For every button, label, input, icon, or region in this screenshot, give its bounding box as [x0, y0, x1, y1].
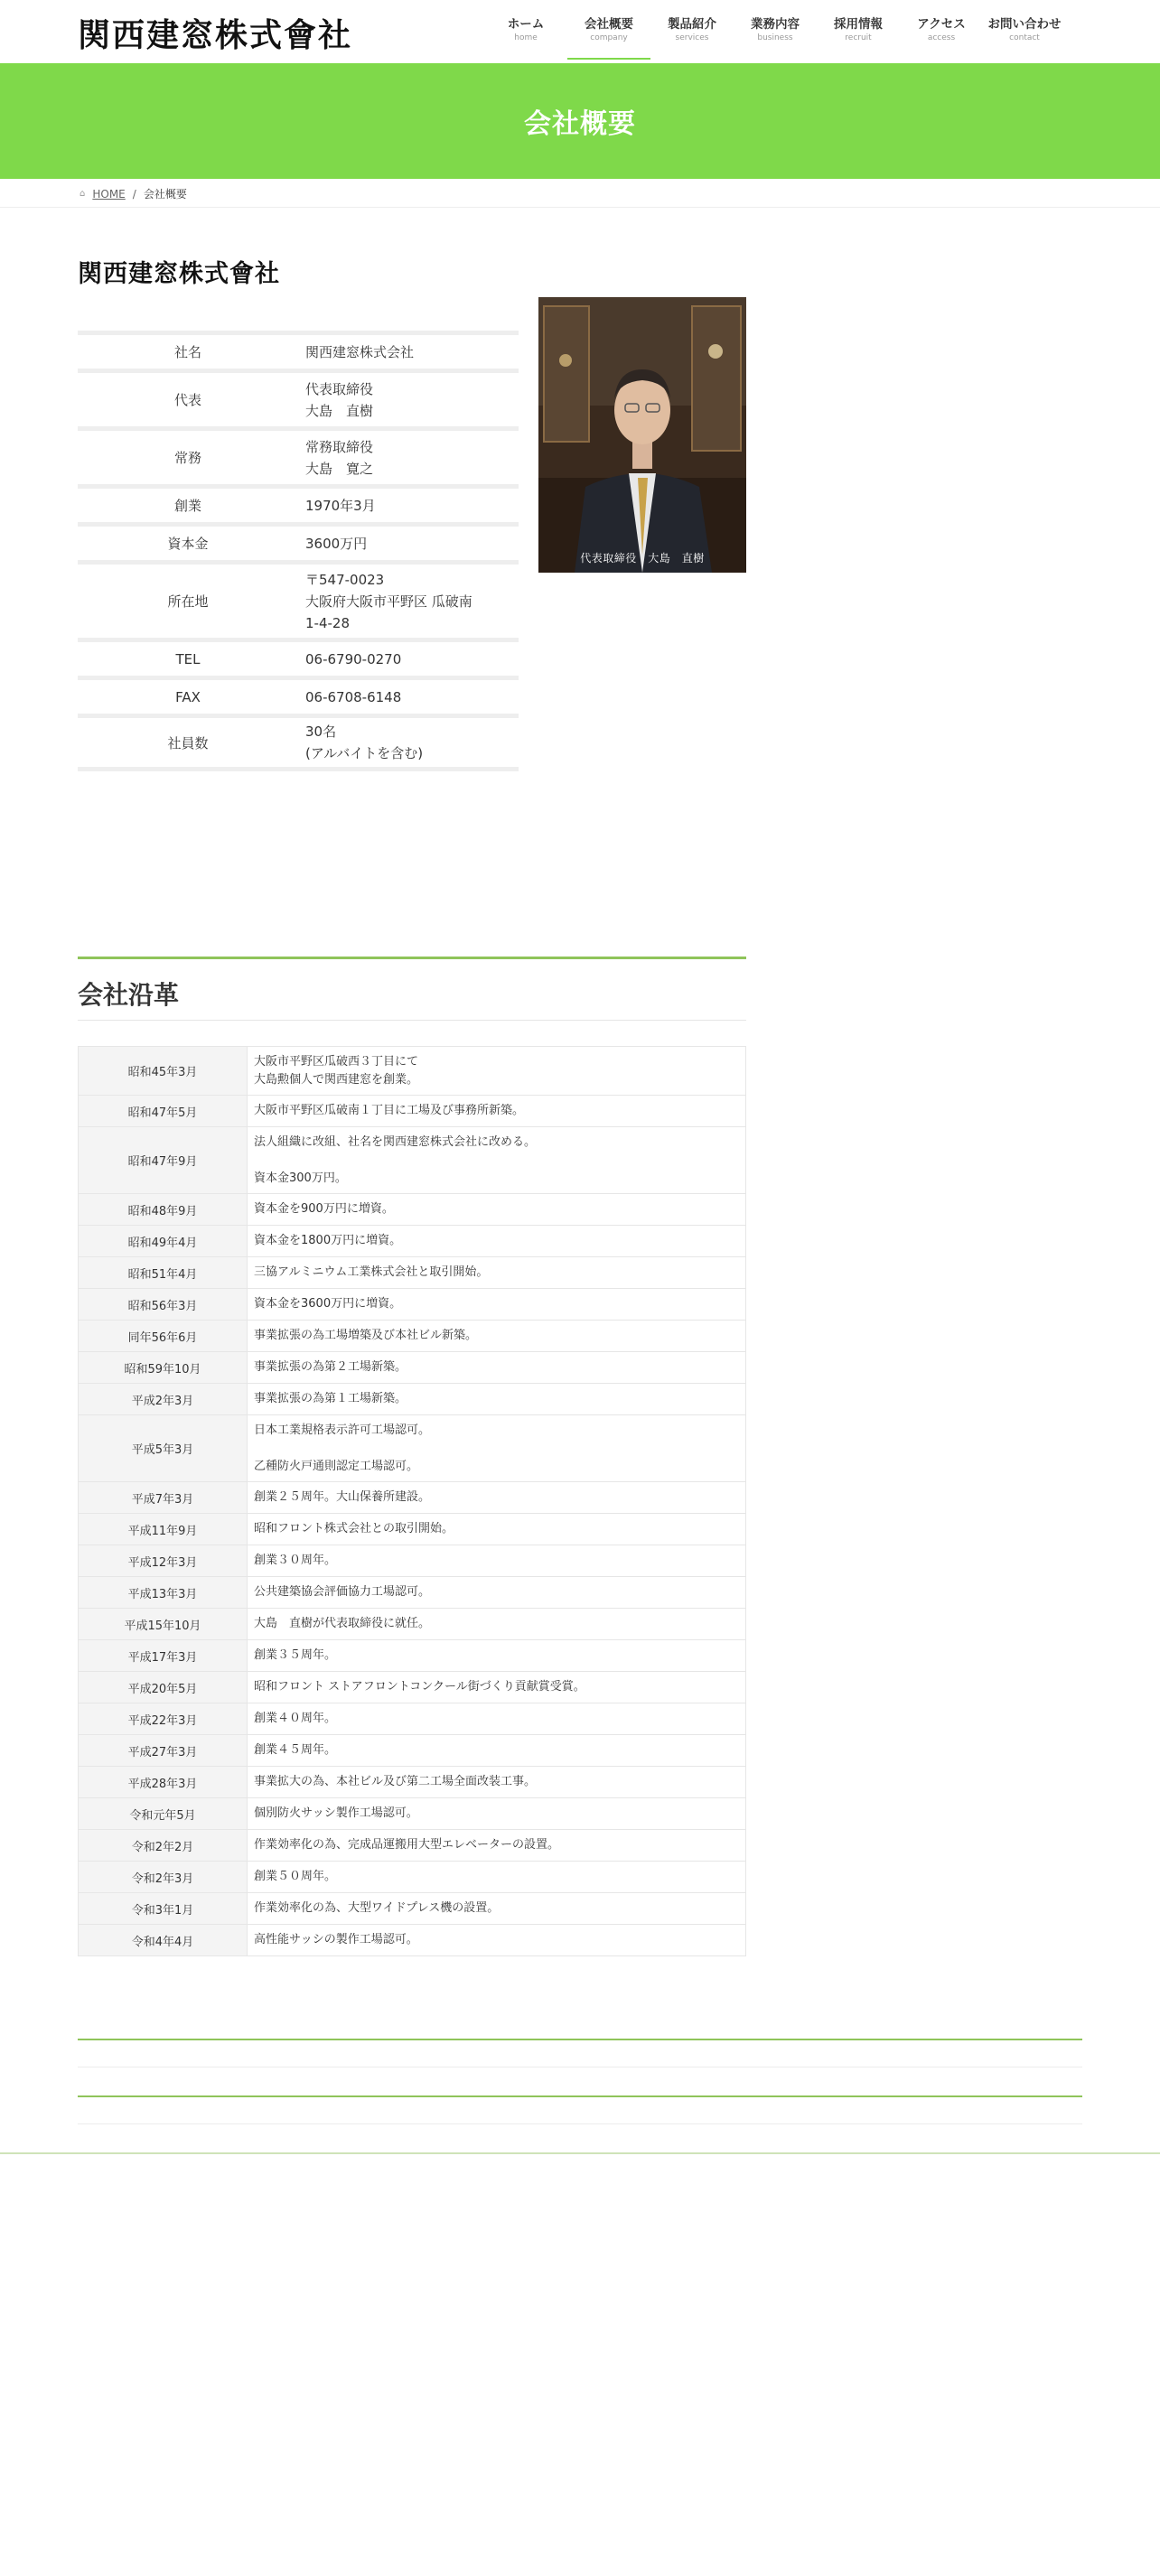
history-row [79, 1127, 746, 1194]
nav-label: アクセス [917, 16, 966, 32]
history-event-line: 三協アルミニウム工業株式会社と取引開始。 [254, 1265, 489, 1279]
history-date: 平成7年3月 [79, 1482, 248, 1514]
history-event-line: 公共建築協会評価協力工場認可。 [254, 1585, 431, 1599]
history-row [79, 1545, 746, 1577]
nav-item-business[interactable] [734, 0, 817, 60]
history-event-line: 大島勲個人で関西建窓を創業。 [254, 1072, 419, 1087]
info-value [298, 436, 519, 480]
nav-item-home[interactable] [484, 0, 567, 60]
history-date: 同年56年6月 [79, 1321, 248, 1352]
history-event-line: 昭和フロント ストアフロントコンクール街づくり貢献賞受賞。 [254, 1680, 585, 1694]
history-event [248, 1672, 746, 1703]
nav-item-company[interactable] [567, 0, 650, 60]
info-value [298, 533, 519, 555]
history-event [248, 1127, 746, 1194]
history-event-line: 創業４５周年。 [254, 1743, 337, 1757]
home-icon: ⌂ [80, 189, 86, 199]
footer-rule [78, 2039, 1082, 2040]
history-row [79, 1798, 746, 1830]
history-date: 昭和47年9月 [79, 1127, 248, 1194]
info-value-line: 〒547-0023 [305, 571, 385, 588]
history-date: 平成13年3月 [79, 1577, 248, 1609]
history-row [79, 1514, 746, 1545]
history-date: 令和元年5月 [79, 1798, 248, 1830]
info-row [78, 484, 519, 522]
history-row [79, 1640, 746, 1672]
history-date: 昭和59年10月 [79, 1352, 248, 1384]
history-event-line: 創業３０周年。 [254, 1554, 337, 1567]
history-event-line: 大阪市平野区瓜破南１丁目に工場及び事務所新築。 [254, 1104, 525, 1117]
president-photo [538, 297, 746, 573]
history-event-line: 資本金300万円。 [254, 1171, 347, 1185]
history-date: 平成11年9月 [79, 1514, 248, 1545]
history-event [248, 1735, 746, 1767]
history-event-line: 資本金を3600万円に増資。 [254, 1297, 402, 1311]
info-row [78, 560, 519, 638]
history-row [79, 1096, 746, 1127]
info-value-line: 3600万円 [305, 535, 368, 552]
nav-sublabel: home [514, 33, 538, 42]
history-event [248, 1798, 746, 1830]
history-row [79, 1194, 746, 1226]
info-label: FAX [175, 688, 201, 705]
nav-label: 業務内容 [751, 16, 800, 32]
nav-sublabel: access [927, 33, 956, 42]
info-value-line: 30名 [305, 723, 337, 740]
history-row [79, 1609, 746, 1640]
company-logo [78, 256, 351, 286]
nav-sublabel: recruit [845, 33, 872, 42]
info-value-line: 大島 直樹 [305, 402, 374, 419]
history-event [248, 1289, 746, 1321]
global-nav [484, 0, 1066, 63]
history-row [79, 1289, 746, 1321]
history-row [79, 1862, 746, 1893]
history-event-line: 事業拡張の為第１工場新築。 [254, 1392, 407, 1405]
nav-label: ホーム [507, 16, 545, 32]
site-logo-text: 関西建窓株式會社 [78, 15, 353, 54]
history-event-line: 高性能サッシの製作工場認可。 [254, 1933, 418, 1946]
info-label: 創業 [173, 498, 201, 514]
info-value-line: (アルバイトを含む) [305, 745, 424, 761]
nav-label: お問い合わせ [987, 16, 1062, 32]
info-value-line: 大島 寛之 [305, 460, 374, 477]
history-event-line: 個別防火サッシ製作工場認可。 [254, 1806, 418, 1820]
info-value-line: 常務取締役 [305, 438, 374, 455]
info-value [298, 721, 519, 764]
history-event-line: 創業２５周年。大山保養所建設。 [254, 1490, 431, 1504]
history-row [79, 1257, 746, 1289]
history-event-line: 資本金を900万円に増資。 [254, 1202, 394, 1216]
history-event [248, 1830, 746, 1862]
history-date: 平成22年3月 [79, 1703, 248, 1735]
history-event-line: 昭和フロント株式会社との取引開始。 [254, 1522, 454, 1535]
history-row [79, 1321, 746, 1352]
history-event [248, 1352, 746, 1384]
history-event [248, 1257, 746, 1289]
history-row [79, 1893, 746, 1925]
history-event [248, 1609, 746, 1640]
history-event-line: 日本工業規格表示許可工場認可。 [254, 1423, 431, 1437]
history-event [248, 1862, 746, 1893]
info-label: 代表 [173, 392, 201, 408]
info-label: TEL [175, 650, 201, 667]
history-event-line [254, 1440, 745, 1458]
site-logo[interactable] [78, 13, 444, 52]
nav-item-contact[interactable] [983, 0, 1066, 60]
history-event [248, 1321, 746, 1352]
info-value-line: 1970年3月 [305, 497, 376, 514]
history-date: 平成12年3月 [79, 1545, 248, 1577]
history-table [78, 1046, 746, 1956]
info-row [78, 714, 519, 771]
site-header [0, 0, 1160, 63]
history-date: 令和3年1月 [79, 1893, 248, 1925]
nav-item-recruit[interactable] [817, 0, 900, 60]
history-date: 平成5年3月 [79, 1415, 248, 1482]
history-row [79, 1767, 746, 1798]
company-logo-text: 関西建窓株式會社 [78, 259, 280, 288]
history-row [79, 1735, 746, 1767]
history-event-line: 創業３５周年。 [254, 1648, 337, 1662]
info-label: 資本金 [167, 536, 209, 552]
info-value [298, 341, 519, 363]
history-event [248, 1545, 746, 1577]
breadcrumb-separator: / [132, 187, 136, 201]
info-value-line: 1-4-28 [305, 614, 350, 631]
info-value [298, 686, 519, 708]
page-bottom-rule [0, 2152, 1160, 2154]
history-event [248, 1577, 746, 1609]
page-title: 会社概要 [524, 108, 636, 140]
history-date: 平成27年3月 [79, 1735, 248, 1767]
info-row [78, 522, 519, 560]
history-event-line: 乙種防火戸通則認定工場認可。 [254, 1459, 419, 1473]
history-date: 令和4年4月 [79, 1925, 248, 1956]
company-info-table [78, 331, 519, 771]
info-row [78, 676, 519, 714]
history-event [248, 1925, 746, 1956]
history-date: 昭和47年5月 [79, 1096, 248, 1127]
nav-sublabel: company [590, 33, 628, 42]
history-row [79, 1352, 746, 1384]
info-value-line: 06-6790-0270 [305, 650, 402, 667]
nav-sublabel: business [757, 33, 793, 42]
info-value [298, 569, 519, 634]
history-event [248, 1047, 746, 1096]
president-photo-caption: 代表取締役 大島 直樹 [580, 552, 705, 565]
history-event-line: 事業拡大の為、本社ビル及び第二工場全面改装工事。 [254, 1775, 537, 1788]
history-event-line: 創業４０周年。 [254, 1712, 337, 1725]
history-row [79, 1703, 746, 1735]
history-event [248, 1482, 746, 1514]
history-date: 昭和56年3月 [79, 1289, 248, 1321]
history-event-line: 作業効率化の為、大型ワイドプレス機の設置。 [254, 1901, 500, 1915]
info-value-line: 関西建窓株式会社 [305, 343, 415, 360]
history-date: 平成20年5月 [79, 1672, 248, 1703]
info-value-line: 大阪府大阪市平野区 瓜破南 [305, 593, 472, 610]
history-date: 昭和48年9月 [79, 1194, 248, 1226]
history-top-rule [78, 957, 746, 959]
nav-label: 会社概要 [585, 16, 633, 32]
history-row [79, 1830, 746, 1862]
info-value [298, 495, 519, 517]
history-event [248, 1415, 746, 1482]
nav-item-services[interactable] [650, 0, 734, 60]
history-date: 昭和49年4月 [79, 1226, 248, 1257]
page-hero [0, 63, 1160, 179]
info-label: 所在地 [167, 593, 209, 610]
history-date: 平成28年3月 [79, 1767, 248, 1798]
history-row [79, 1577, 746, 1609]
history-event-line: 創業５０周年。 [254, 1870, 337, 1883]
history-event-line: 大阪市平野区瓜破西３丁目にて [254, 1054, 419, 1069]
info-label: 常務 [173, 450, 201, 466]
history-event [248, 1514, 746, 1545]
history-date: 平成2年3月 [79, 1384, 248, 1415]
history-row [79, 1047, 746, 1096]
history-event [248, 1893, 746, 1925]
history-date: 令和2年3月 [79, 1862, 248, 1893]
president-photo-image [538, 297, 746, 573]
history-event [248, 1096, 746, 1127]
history-date: 昭和51年4月 [79, 1257, 248, 1289]
breadcrumb [0, 179, 1160, 208]
footer-divider [78, 2123, 1082, 2124]
history-event [248, 1703, 746, 1735]
nav-label: 製品紹介 [668, 16, 716, 32]
history-title-divider [78, 1020, 746, 1021]
history-event [248, 1384, 746, 1415]
history-event-line: 資本金を1800万円に増資。 [254, 1234, 402, 1247]
info-label: 社名 [173, 344, 201, 360]
info-value-line: 代表取締役 [305, 380, 374, 397]
history-row [79, 1226, 746, 1257]
history-event-line: 法人組織に改組、社名を関西建窓株式会社に改める。 [254, 1134, 537, 1149]
history-row [79, 1415, 746, 1482]
history-event-line: 大島 直樹が代表取締役に就任。 [254, 1617, 431, 1630]
nav-sublabel: contact [1009, 33, 1040, 42]
history-row [79, 1384, 746, 1415]
breadcrumb-current: 会社概要 [143, 188, 187, 201]
history-date: 平成15年10月 [79, 1609, 248, 1640]
info-label: 社員数 [167, 734, 209, 751]
history-date: 平成17年3月 [79, 1640, 248, 1672]
info-row [78, 331, 519, 369]
info-value-line: 06-6708-6148 [305, 688, 402, 705]
footer-rule [78, 2095, 1082, 2097]
history-event [248, 1226, 746, 1257]
info-row [78, 426, 519, 484]
breadcrumb-home-link[interactable]: HOME [92, 187, 126, 201]
info-value [298, 378, 519, 422]
history-event [248, 1767, 746, 1798]
history-event [248, 1194, 746, 1226]
history-event-line [254, 1152, 745, 1170]
info-row [78, 369, 519, 426]
history-event-line: 事業拡張の為工場増築及び本社ビル新築。 [254, 1329, 478, 1342]
history-row [79, 1925, 746, 1956]
history-row [79, 1672, 746, 1703]
history-title: 会社沿革 [78, 980, 180, 1010]
history-date: 令和2年2月 [79, 1830, 248, 1862]
history-event [248, 1640, 746, 1672]
history-event-line: 事業拡張の為第２工場新築。 [254, 1360, 407, 1374]
nav-label: 採用情報 [834, 16, 883, 32]
info-value [298, 649, 519, 670]
nav-sublabel: services [675, 33, 709, 42]
history-event-line: 作業効率化の為、完成品運搬用大型エレベーターの設置。 [254, 1838, 560, 1852]
nav-item-access[interactable] [900, 0, 983, 60]
history-row [79, 1482, 746, 1514]
history-date: 昭和45年3月 [79, 1047, 248, 1096]
info-row [78, 638, 519, 676]
